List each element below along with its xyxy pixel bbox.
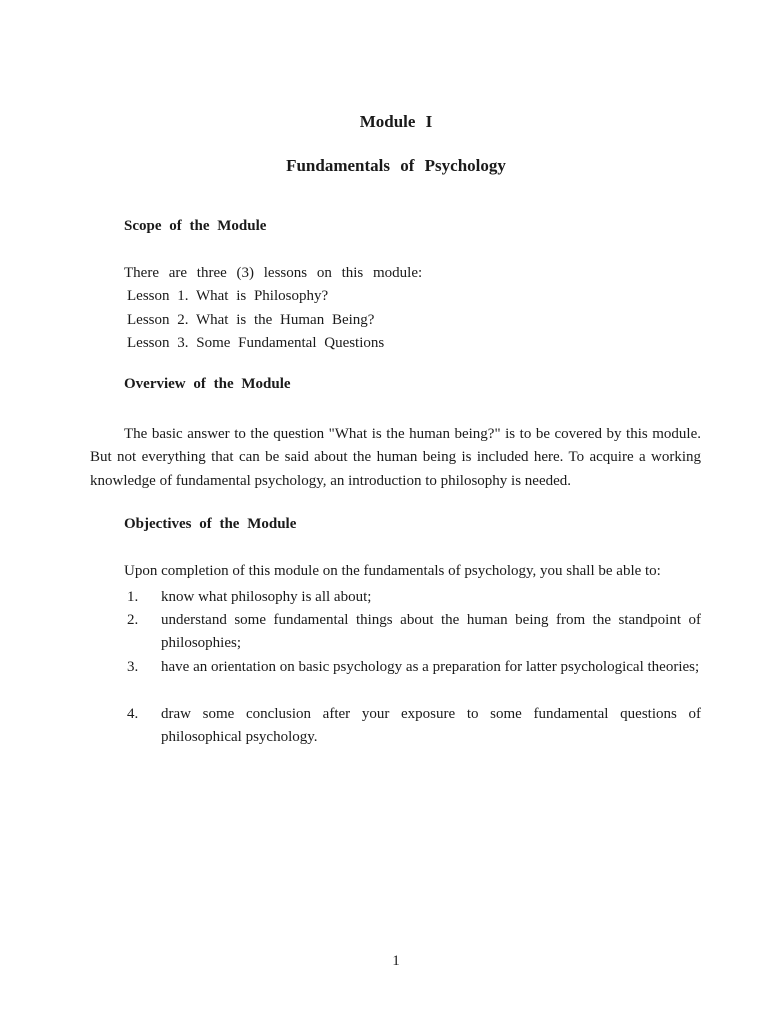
objective-number: 3.	[127, 659, 139, 675]
overview-paragraph: The basic answer to the question "What is the human being?" is to be covered by this module. But not everything that can be said about the human being is included here. To acquire a working knowledge of fundamental psychology, an introduction to philosophy is needed.	[90, 426, 701, 489]
module-subtitle: Fundamentals of Psychology	[286, 156, 506, 175]
objective-text: have an orientation on basic psychology as a preparation for latter psychological theories;	[161, 659, 700, 675]
overview-heading: Overview of the Module	[124, 376, 291, 392]
module-title: Module I	[359, 112, 433, 131]
objectives-intro: Upon completion of this module on the fundamentals of psychology, you shall be able to:	[124, 563, 661, 579]
objective-number: 4.	[127, 706, 139, 722]
objective-number: 2.	[127, 612, 139, 628]
objectives-heading: Objectives of the Module	[124, 516, 297, 532]
scope-heading: Scope of the Module	[124, 218, 267, 234]
page-number: 1	[392, 953, 400, 969]
lesson-item: Lesson 1. What is Philosophy?	[127, 288, 329, 304]
objective-text: draw some conclusion after your exposure to some fundamental questions of philosophical psychology.	[161, 706, 701, 746]
objective-number: 1.	[127, 589, 139, 605]
lesson-item: Lesson 3. Some Fundamental Questions	[127, 335, 385, 351]
scope-intro: There are three (3) lessons on this module:	[124, 265, 423, 281]
objective-text: know what philosophy is all about;	[161, 589, 372, 605]
objective-text: understand some fundamental things about the human being from the standpoint of philosophies;	[161, 612, 701, 652]
lesson-item: Lesson 2. What is the Human Being?	[127, 312, 375, 328]
